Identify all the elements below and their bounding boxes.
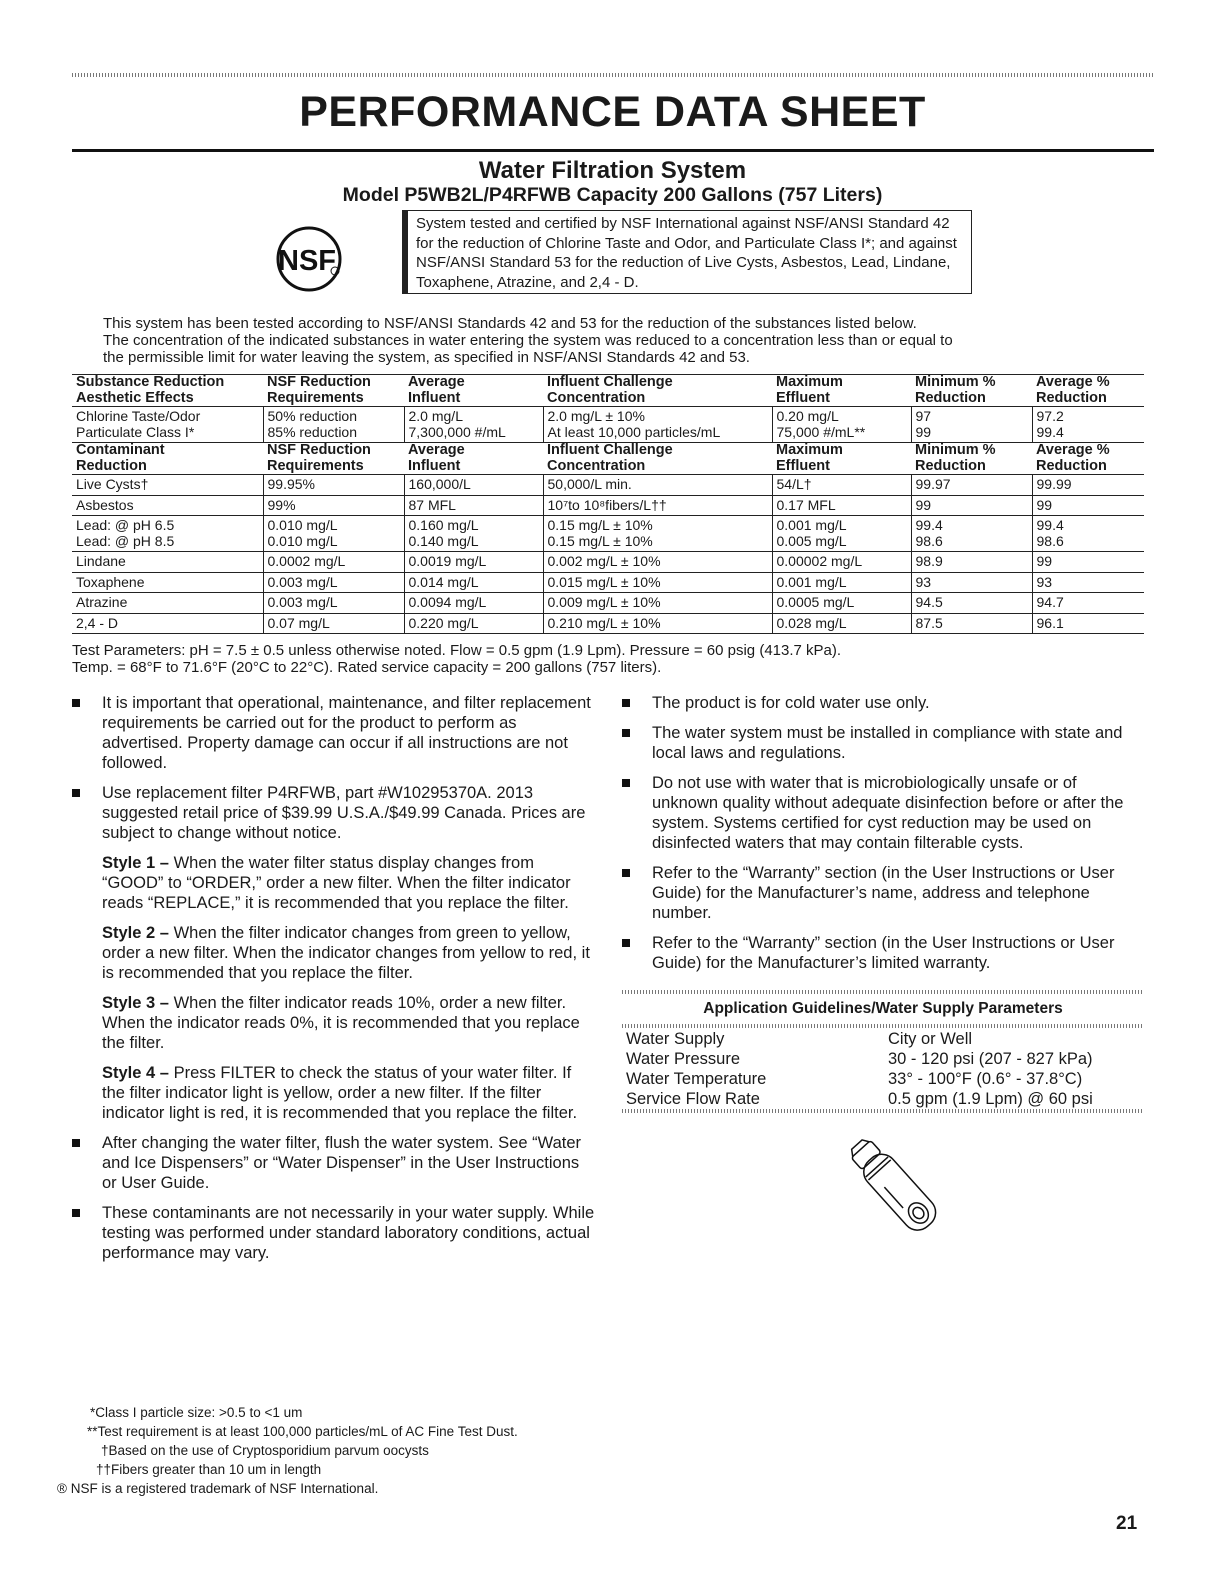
style-text: When the water filter status display changes from “GOOD” to “ORDER,” order a new filter. When the filter indicator reads “REPLACE,” it is recommended that you replace the filter. xyxy=(102,854,571,912)
table-cell-line: 0.010 mg/L xyxy=(267,532,338,549)
table-cell-line: Toxaphene xyxy=(76,573,145,590)
table-cell xyxy=(263,495,404,516)
table-cell-line: 99.97 xyxy=(915,476,951,492)
table-cell-line: 0.009 mg/L ± 10% xyxy=(547,594,661,610)
table-cell xyxy=(1032,475,1144,496)
application-value: 33° - 100°F (0.6° - 37.8°C) xyxy=(888,1070,1083,1088)
table-cell xyxy=(543,613,772,634)
table-cell-line: Lindane xyxy=(76,553,126,569)
table-cell-line: 0.001 mg/L xyxy=(776,517,847,533)
table-cell xyxy=(72,443,263,475)
style-2-paragraph xyxy=(72,923,597,983)
bullet-item: The product is for cold water use only. xyxy=(622,693,1147,713)
table-cell-line: Effluent xyxy=(776,457,830,474)
table-cell xyxy=(543,593,772,614)
table-cell-line: Concentration xyxy=(547,389,646,406)
style-label: Style 3 – xyxy=(102,994,169,1012)
table-cell-line: 97.2 xyxy=(1036,408,1064,424)
table-cell-line: Substance Reduction xyxy=(76,374,225,390)
table-cell-line: 2,4 - D xyxy=(76,614,119,631)
table-cell xyxy=(1032,407,1144,443)
table-cell-line: Influent xyxy=(408,389,461,406)
table-cell xyxy=(543,572,772,593)
application-value: City or Well xyxy=(888,1030,973,1048)
water-filter-cartridge-icon xyxy=(840,1130,950,1245)
table-cell-line: Requirements xyxy=(267,389,364,406)
table-cell-line: Average % xyxy=(1036,374,1110,390)
page-title: PERFORMANCE DATA SHEET xyxy=(299,88,926,136)
application-label: Service Flow Rate xyxy=(626,1090,760,1108)
table-cell xyxy=(772,552,911,573)
table-cell-line: 98.6 xyxy=(1036,532,1064,549)
table-cell xyxy=(911,407,1032,443)
table-cell-line: Average % xyxy=(1036,442,1110,458)
table-cell xyxy=(1032,572,1144,593)
application-row xyxy=(624,1089,1144,1109)
table-cell-line: 0.015 mg/L ± 10% xyxy=(547,573,661,590)
table-cell xyxy=(263,516,404,552)
right-column xyxy=(622,693,1147,983)
table-cell xyxy=(263,443,404,475)
table-cell-line: Lead: @ pH 8.5 xyxy=(76,532,175,549)
table-cell-line: Effluent xyxy=(776,389,830,406)
table-cell-line: Concentration xyxy=(547,457,646,474)
nsf-logo-icon xyxy=(254,224,364,294)
table-cell-line: 0.0094 mg/L xyxy=(408,594,487,610)
page-number: 21 xyxy=(1116,1513,1138,1534)
table-cell-line: 99 xyxy=(1036,553,1053,569)
table-cell-line: 98.6 xyxy=(915,532,943,549)
application-hatch-rule xyxy=(622,990,1144,994)
table-cell-line: 99.4 xyxy=(915,517,943,533)
table-cell-line: 97 xyxy=(915,408,932,424)
style-text: When the filter indicator changes from green to yellow, order a new filter. When the indicator changes from yellow to red, it is recommended that you replace the filter. xyxy=(102,924,590,982)
table-row xyxy=(72,475,1144,496)
table-header-row xyxy=(72,375,1144,407)
table-cell-line: Maximum xyxy=(776,374,843,390)
table-cell xyxy=(772,613,911,634)
style-3-paragraph xyxy=(72,993,597,1053)
table-cell xyxy=(404,613,543,634)
table-cell xyxy=(772,443,911,475)
test-parameters-line: Temp. = 68°F to 71.6°F (20°C to 22°C). Rated service capacity = 200 gallons (757 liters). xyxy=(72,659,662,676)
table-cell-line: 0.0019 mg/L xyxy=(408,553,487,569)
table-cell-line: 87 MFL xyxy=(408,496,456,513)
table-cell xyxy=(543,443,772,475)
table-cell-line: Live Cysts† xyxy=(76,476,149,492)
table-cell xyxy=(543,407,772,443)
table-cell-line: 93 xyxy=(915,573,932,590)
intro-text xyxy=(103,315,1123,366)
style-text: When the filter indicator reads 10%, order a new filter. When the indicator reads 0%, it is recommended that you replace the filter. xyxy=(102,994,580,1052)
table-cell xyxy=(772,572,911,593)
table-cell xyxy=(404,375,543,407)
table-cell xyxy=(72,613,263,634)
table-cell xyxy=(1032,613,1144,634)
table-cell-line: 7,300,000 #/mL xyxy=(408,423,506,440)
table-cell xyxy=(911,572,1032,593)
table-cell xyxy=(1032,495,1144,516)
test-parameters-line: Test Parameters: pH = 7.5 ± 0.5 unless otherwise noted. Flow = 0.5 gpm (1.9 Lpm). Pressure = 60 psig (413.7 kPa). xyxy=(72,642,842,659)
table-cell xyxy=(263,475,404,496)
table-cell xyxy=(911,495,1032,516)
table-cell xyxy=(1032,375,1144,407)
table-cell xyxy=(543,552,772,573)
table-cell xyxy=(72,407,263,443)
table-cell-line: 0.17 MFL xyxy=(776,496,836,513)
page-subtitle: Water Filtration System xyxy=(478,157,747,184)
application-value: 30 - 120 psi (207 - 827 kPa) xyxy=(888,1050,1093,1068)
table-cell-line: 99.99 xyxy=(1036,476,1072,492)
table-cell-line: Reduction xyxy=(76,457,147,474)
table-cell xyxy=(1032,552,1144,573)
performance-table xyxy=(72,374,1144,634)
footnote: †Based on the use of Cryptosporidium parvum oocysts xyxy=(101,1443,429,1458)
table-cell-line: Average xyxy=(408,442,465,458)
table-cell-line: Minimum % xyxy=(915,374,996,390)
table-cell-line: 0.0002 mg/L xyxy=(267,553,346,569)
table-cell-line: 0.010 mg/L xyxy=(267,517,338,533)
table-cell xyxy=(911,613,1032,634)
table-cell-line: 0.15 mg/L ± 10% xyxy=(547,532,653,549)
table-cell-line: Lead: @ pH 6.5 xyxy=(76,517,175,533)
bullet-item: Use replacement filter P4RFWB, part #W10295370A. 2013 suggested retail price of $39.99 U.S.A./$49.99 Canada. Prices are subject to change without notice. xyxy=(72,783,597,843)
table-cell xyxy=(263,552,404,573)
table-cell-line: 93 xyxy=(1036,573,1053,590)
table-row xyxy=(72,572,1144,593)
bullet-item: These contaminants are not necessarily in your water supply. While testing was performed under standard laboratory conditions, actual performance may vary. xyxy=(72,1203,597,1263)
table-row xyxy=(72,407,1144,443)
table-cell-line: 87.5 xyxy=(915,614,943,631)
table-cell-line: 160,000/L xyxy=(408,476,471,492)
intro-line: the permissible limit for water leaving the system, as specified in NSF/ANSI Standards 42 and 53. xyxy=(103,349,750,366)
table-cell-line: 0.160 mg/L xyxy=(408,517,479,533)
table-cell-line: NSF Reduction xyxy=(267,374,371,390)
style-label: Style 2 – xyxy=(102,924,169,942)
table-cell xyxy=(911,375,1032,407)
table-cell-line: 0.028 mg/L xyxy=(776,614,847,631)
application-value: 0.5 gpm (1.9 Lpm) @ 60 psi xyxy=(888,1090,1093,1108)
table-cell-line: Atrazine xyxy=(76,594,128,610)
table-row xyxy=(72,516,1144,552)
table-cell-line: 99 xyxy=(915,496,932,513)
table-cell xyxy=(72,475,263,496)
table-cell-line: Minimum % xyxy=(915,442,996,458)
table-cell xyxy=(543,475,772,496)
table-cell xyxy=(72,495,263,516)
certification-box: System tested and certified by NSF International against NSF/ANSI Standard 42 for the reduction of Chlorine Taste and Odor, and Particulate Class I*; and against NSF/ANSI Standard 53 for the reduction of Live Cysts, Asbestos, Lead, Lindane, Toxaphene, Atrazine, and 2,4 - D. xyxy=(402,210,972,294)
table-cell-line: 10⁷to 10⁸fibers/L†† xyxy=(547,496,667,513)
table-cell xyxy=(543,495,772,516)
table-cell-line: 0.014 mg/L xyxy=(408,573,479,590)
table-cell-line: 0.07 mg/L xyxy=(267,614,330,631)
table-cell-line: 99.4 xyxy=(1036,423,1064,440)
table-cell xyxy=(911,516,1032,552)
footnotes xyxy=(57,1403,518,1498)
table-cell-line: Reduction xyxy=(1036,389,1107,406)
table-cell-line: 0.00002 mg/L xyxy=(776,553,863,569)
table-cell-line: 99 xyxy=(915,423,932,440)
table-cell-line: 0.220 mg/L xyxy=(408,614,479,631)
table-cell-line: NSF Reduction xyxy=(267,442,371,458)
table-cell-line: Influent Challenge xyxy=(547,374,673,390)
model-line: Model P5WB2L/P4RFWB Capacity 200 Gallons (757 Liters) xyxy=(342,184,883,206)
table-cell-line: 0.002 mg/L ± 10% xyxy=(547,553,661,569)
footnote: **Test requirement is at least 100,000 particles/mL of AC Fine Test Dust. xyxy=(87,1424,518,1439)
table-cell xyxy=(404,516,543,552)
table-cell xyxy=(72,516,263,552)
table-cell-line: 50,000/L min. xyxy=(547,476,632,492)
table-cell xyxy=(1032,516,1144,552)
intro-line: The concentration of the indicated substances in water entering the system was reduced to a concentration less than or equal to xyxy=(103,332,953,349)
table-cell-line: 99% xyxy=(267,496,296,513)
footnote: ††Fibers greater than 10 um in length xyxy=(96,1462,322,1477)
table-cell xyxy=(543,516,772,552)
footnote: ® NSF is a registered trademark of NSF International. xyxy=(57,1481,379,1496)
table-cell-line: 50% reduction xyxy=(267,408,358,424)
table-cell xyxy=(404,552,543,573)
table-header-row xyxy=(72,443,1144,475)
bullet-item: Refer to the “Warranty” section (in the User Instructions or User Guide) for the Manufacturer’s limited warranty. xyxy=(622,933,1147,973)
bullet-item: It is important that operational, maintenance, and filter replacement requirements be carried out for the product to perform as advertised. Property damage can occur if all instructions are not followed. xyxy=(72,693,597,773)
style-label: Style 1 – xyxy=(102,854,169,872)
application-hatch-rule xyxy=(622,1109,1144,1113)
table-cell xyxy=(772,475,911,496)
table-cell xyxy=(772,407,911,443)
table-cell-line: 99 xyxy=(1036,496,1053,513)
table-cell xyxy=(263,572,404,593)
application-label: Water Temperature xyxy=(626,1070,767,1088)
style-text: Press FILTER to check the status of your water filter. If the filter indicator light is yellow, order a new filter. If the filter indicator light is red, it is recommended that you replace the filter. xyxy=(102,1064,578,1122)
footnote: *Class I particle size: >0.5 to <1 um xyxy=(90,1405,303,1420)
bullet-item: The water system must be installed in compliance with state and local laws and regulations. xyxy=(622,723,1147,763)
table-cell xyxy=(72,593,263,614)
table-row xyxy=(72,495,1144,516)
table-cell-line: Maximum xyxy=(776,442,843,458)
title-rule xyxy=(72,149,1154,152)
table-cell xyxy=(263,613,404,634)
table-row xyxy=(72,613,1144,634)
bullet-item: After changing the water filter, flush the water system. See “Water and Ice Dispensers” or “Water Dispenser” in the User Instructions or User Guide. xyxy=(72,1133,597,1193)
style-1-paragraph xyxy=(72,853,597,913)
table-cell-line: 0.15 mg/L ± 10% xyxy=(547,517,653,533)
application-row xyxy=(624,1049,1144,1069)
table-row xyxy=(72,593,1144,614)
table-cell-line: 0.001 mg/L xyxy=(776,573,847,590)
table-cell-line: Contaminant xyxy=(76,442,165,458)
table-cell-line: 0.003 mg/L xyxy=(267,594,338,610)
application-row xyxy=(624,1069,1144,1089)
table-cell xyxy=(911,443,1032,475)
table-cell-line: 2.0 mg/L ± 10% xyxy=(547,408,645,424)
nsf-logo-text: NSF xyxy=(278,245,336,277)
table-cell-line: 0.0005 mg/L xyxy=(776,594,855,610)
table-cell-line: 99.4 xyxy=(1036,517,1064,533)
table-cell-line: Requirements xyxy=(267,457,364,474)
table-cell-line: Reduction xyxy=(915,389,986,406)
bullet-item: Do not use with water that is microbiologically unsafe or of unknown quality without adequate disinfection before or after the system. Systems certified for cyst reduction may be used on disinfected waters that may contain filterable cysts. xyxy=(622,773,1147,853)
style-label: Style 4 – xyxy=(102,1064,169,1082)
table-cell-line: Average xyxy=(408,374,465,390)
table-cell-line: Particulate Class I* xyxy=(76,423,195,440)
application-row xyxy=(624,1029,1144,1049)
table-cell xyxy=(404,443,543,475)
table-cell xyxy=(404,593,543,614)
table-cell-line: 0.003 mg/L xyxy=(267,573,338,590)
table-cell-line: 94.7 xyxy=(1036,594,1064,610)
table-cell-line: Influent Challenge xyxy=(547,442,673,458)
table-cell xyxy=(263,593,404,614)
table-cell xyxy=(72,552,263,573)
top-hatch-rule xyxy=(72,73,1154,77)
table-cell-line: 85% reduction xyxy=(267,423,358,440)
table-cell xyxy=(404,407,543,443)
intro-line: This system has been tested according to NSF/ANSI Standards 42 and 53 for the reduction of the substances listed below. xyxy=(103,315,917,332)
table-cell xyxy=(404,495,543,516)
table-cell xyxy=(72,572,263,593)
table-cell xyxy=(263,407,404,443)
left-column xyxy=(72,693,597,1273)
table-cell xyxy=(404,475,543,496)
table-cell-line: 99.95% xyxy=(267,476,315,492)
table-cell-line: 0.140 mg/L xyxy=(408,532,479,549)
table-cell xyxy=(911,593,1032,614)
table-cell xyxy=(772,593,911,614)
table-cell xyxy=(772,375,911,407)
table-cell-line: 0.005 mg/L xyxy=(776,532,847,549)
table-cell-line: 0.210 mg/L ± 10% xyxy=(547,614,661,631)
table-cell xyxy=(404,572,543,593)
table-cell-line: 75,000 #/mL** xyxy=(776,423,866,440)
table-cell-line: 2.0 mg/L xyxy=(408,408,463,424)
table-cell xyxy=(1032,443,1144,475)
table-cell-line: 96.1 xyxy=(1036,614,1064,631)
application-label: Water Pressure xyxy=(626,1050,741,1068)
table-cell xyxy=(772,495,911,516)
table-cell xyxy=(263,375,404,407)
table-cell xyxy=(911,475,1032,496)
style-4-paragraph xyxy=(72,1063,597,1123)
application-table xyxy=(624,1029,1144,1109)
table-cell-line: Asbestos xyxy=(76,496,134,513)
table-cell-line: At least 10,000 particles/mL xyxy=(547,423,721,440)
table-row xyxy=(72,552,1144,573)
table-cell-line: 94.5 xyxy=(915,594,943,610)
table-cell-line: Reduction xyxy=(1036,457,1107,474)
table-cell-line: 98.9 xyxy=(915,553,943,569)
table-cell xyxy=(772,516,911,552)
table-cell-line: 0.20 mg/L xyxy=(776,408,839,424)
table-cell-line: Aesthetic Effects xyxy=(76,389,194,406)
table-cell-line: Chlorine Taste/Odor xyxy=(76,408,201,424)
application-label: Water Supply xyxy=(626,1030,725,1048)
table-cell xyxy=(72,375,263,407)
table-cell xyxy=(1032,593,1144,614)
table-cell xyxy=(543,375,772,407)
bullet-item: Refer to the “Warranty” section (in the User Instructions or User Guide) for the Manufacturer’s name, address and telephone number. xyxy=(622,863,1147,923)
table-cell xyxy=(911,552,1032,573)
table-cell-line: 54/L† xyxy=(776,476,812,492)
table-cell-line: Reduction xyxy=(915,457,986,474)
application-hatch-rule xyxy=(622,1024,1144,1028)
table-cell-line: Influent xyxy=(408,457,461,474)
application-title: Application Guidelines/Water Supply Parameters xyxy=(703,1000,1063,1017)
test-parameters xyxy=(72,642,1152,676)
